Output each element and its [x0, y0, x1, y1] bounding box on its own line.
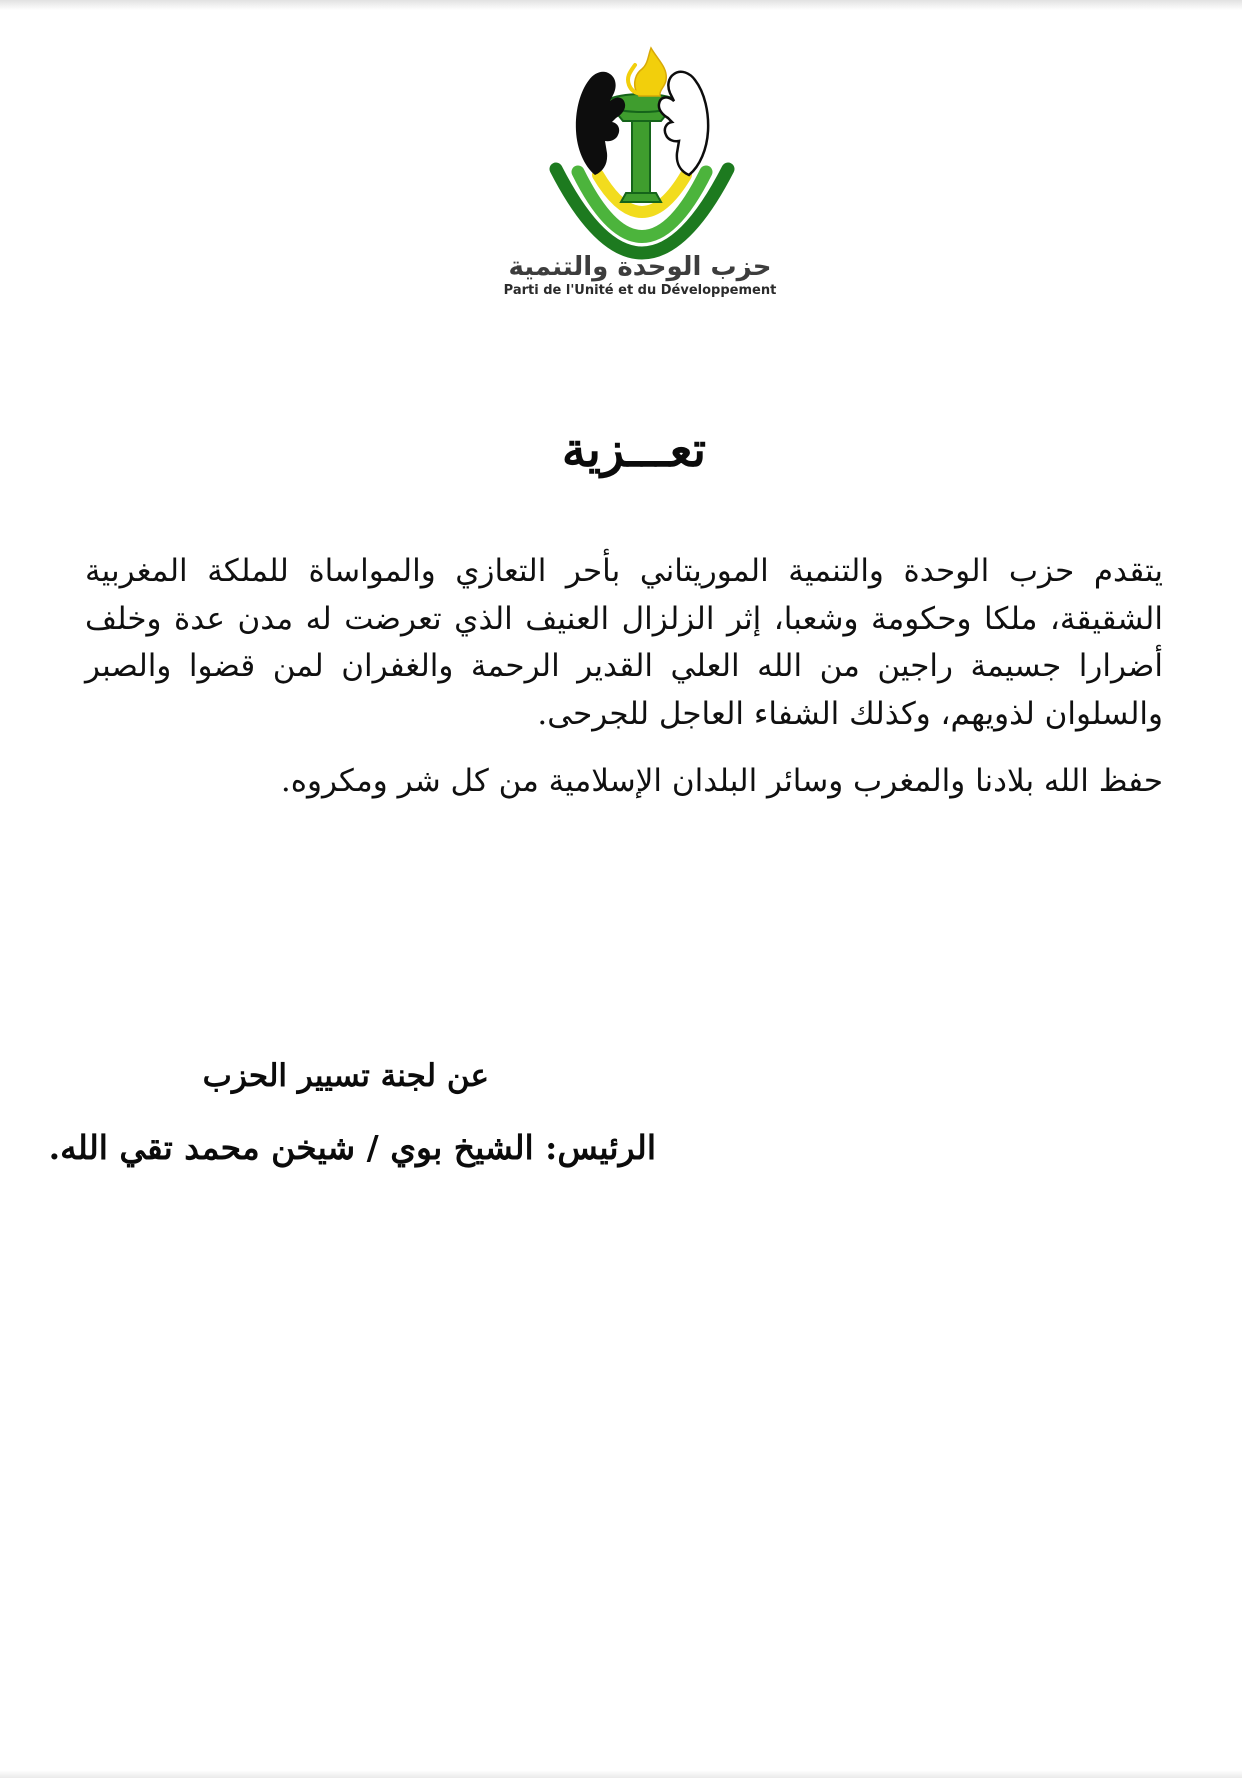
signature-committee-line: عن لجنة تسيير الحزب — [202, 1058, 489, 1094]
torch-column-icon — [632, 119, 650, 193]
torch-base-icon — [621, 193, 661, 202]
paragraph-prayer: حفظ الله بلادنا والمغرب وسائر البلدان الإسلامية من كل شر ومكروه. — [280, 763, 1163, 799]
party-logo — [520, 25, 760, 260]
letter-body — [85, 548, 1163, 806]
paragraph-condolence: يتقدم حزب الوحدة والتنمية الموريتاني بأحر التعازي والمواساة للملكة المغربية الشقيقة، ملكا وحكومة وشعبا، إثر الزلزال العنيف الذي تعرضت له مدن عدة وخلف أضرارا جسيمة راجين من الله العلي القدير الرحمة والغفران لمن قضوا والصبر والسلوان لذويهم، وكذلك الشفاء العاجل للجرحى. — [85, 553, 1163, 732]
party-name-french: Parti de l'Unité et du Développement — [503, 283, 777, 298]
signature-president-line: الرئيس: الشيخ بوي / شيخن محمد تقي الله. — [48, 1128, 656, 1167]
scan-artifact-bottom — [0, 1770, 1242, 1778]
left-hand-icon — [576, 72, 625, 175]
right-hand-icon — [659, 72, 708, 175]
scan-artifact-top — [0, 0, 1242, 10]
torch-flame-icon — [635, 48, 667, 96]
party-name-arabic: حزب الوحدة والتنمية — [508, 252, 772, 282]
letter-title: تعـــزية — [561, 422, 707, 478]
